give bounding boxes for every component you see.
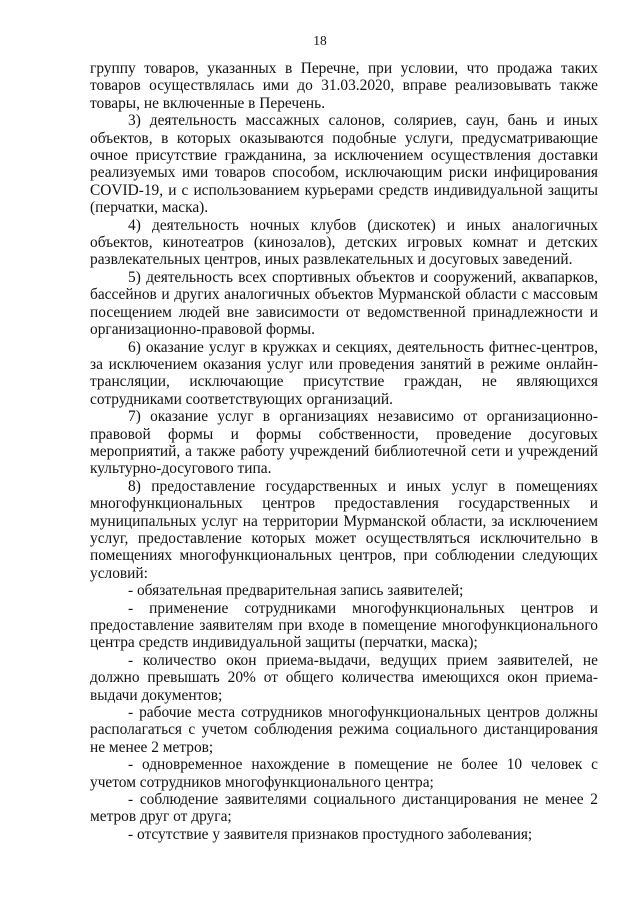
condition-list-item: - одновременное нахождение в помещение не более 10 человек с учетом сотрудников многофункционального центра; <box>90 756 598 791</box>
condition-list-item: - рабочие места сотрудников многофункциональных центров должны располагаться с учетом соблюдения режима социального дистанцирования не менее 2 метров; <box>90 704 598 756</box>
paragraph-item-4: 4) деятельность ночных клубов (дискотек) и иных аналогичных объектов, кинотеатров (кинозалов), детских игровых комнат и детских развлекательных центров, иных развлекательных и досуговых заведений. <box>90 216 598 269</box>
condition-list-item: - обязательная предварительная запись заявителей; <box>128 582 464 600</box>
condition-list-item: - соблюдение заявителями социального дистанцирования не менее 2 метров друг от друга; <box>90 791 598 826</box>
paragraph-item-5: 5) деятельность всех спортивных объектов и сооружений, аквапарков, бассейнов и других аналогичных объектов Мурманской области с массовым посещением людей вне зависимости от ведомственной принадлежности и организационно-правовой формы. <box>90 268 598 339</box>
paragraph-item-6: 6) оказание услуг в кружках и секциях, деятельность фитнес-центров, за исключением оказания услуг или проведения занятий в режиме онлайн-трансляции, исключающие присутствие граждан, не являющихся сотрудниками соответствующих организаций. <box>90 338 598 408</box>
condition-list-item: - количество окон приема-выдачи, ведущих прием заявителей, не должно превышать 20% от общего количества имеющихся окон приема-выдачи документов; <box>90 651 598 704</box>
document-body <box>90 60 598 843</box>
paragraph-continuation: группу товаров, указанных в Перечне, при условии, что продажа таких товаров осуществлялась ими до 31.03.2020, вправе реализовывать также товары, не включенные в Перечень. <box>90 60 598 112</box>
paragraph-item-7: 7) оказание услуг в организациях независимо от организационно-правовой формы и формы собственности, проведение досуговых мероприятий, а также работу учреждений библиотечной сети и учреждений культурно-досугового типа. <box>90 408 598 478</box>
paragraph-item-8: 8) предоставление государственных и иных услуг в помещениях многофункциональных центров предоставления государственных и муниципальных услуг на территории Мурманской области, за исключением услуг, предоставление которых может осуществляться исключительно в помещениях многофункциональных центров, при соблюдении следующих условий: <box>90 477 598 582</box>
condition-list-item: - применение сотрудниками многофункциональных центров и предоставление заявителям при входе в помещение многофункционального центра средств индивидуальной защиты (перчатки, маска); <box>90 599 598 652</box>
condition-list-item: - отсутствие у заявителя признаков простудного заболевания; <box>128 825 533 843</box>
paragraph-item-3: 3) деятельность массажных салонов, соляриев, саун, бань и иных объектов, в которых оказываются подобные услуги, предусматривающие очное присутствие гражданина, за исключением осуществления доставки реализуемых ими товаров способом, исключающим риски инфицирования COVID-19, и с использованием курьерами средств индивидуальной защиты (перчатки, маска). <box>90 112 598 217</box>
page-number: 18 <box>313 33 327 48</box>
